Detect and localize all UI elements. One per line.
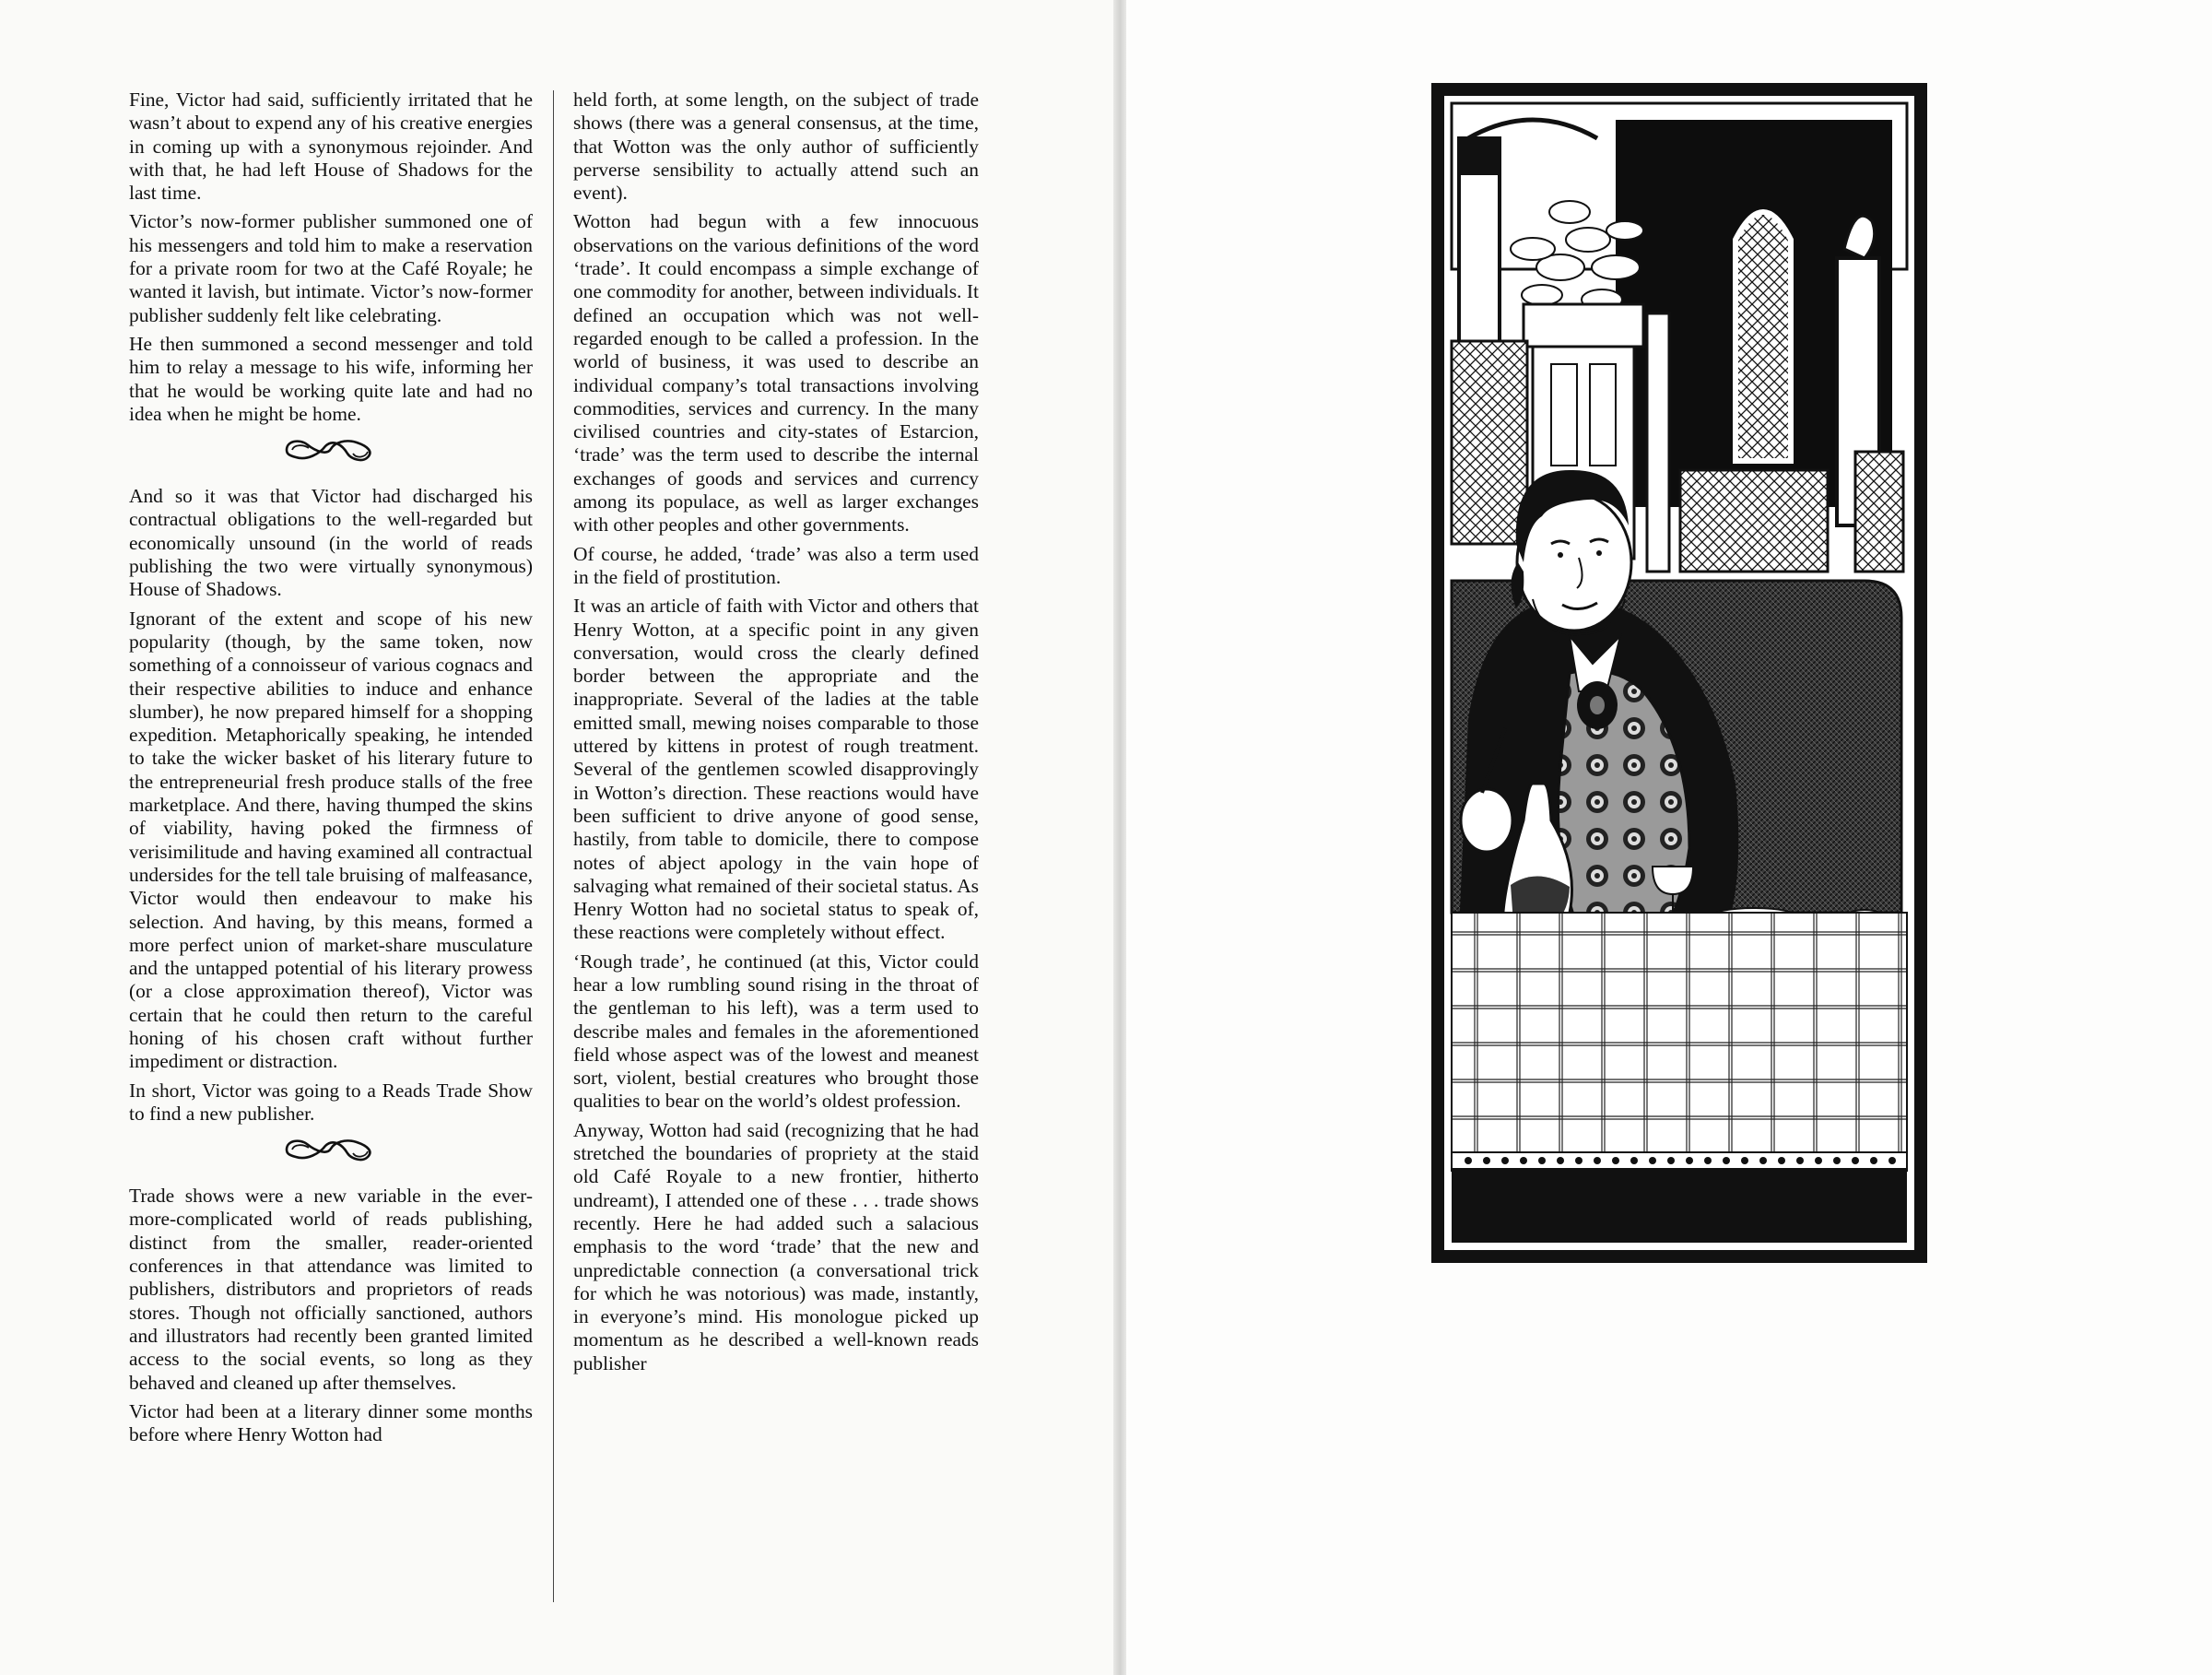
section-break-ornament-icon xyxy=(279,1131,382,1166)
paragraph: Ignorant of the extent and scope of his new popularity (though, by the same token, now something of a connoisseur of various cognacs and their respective abilities to induce and enhance slumber), he now prepared himself for a shopping expedition. Metaphorically speaking, he intended to take the wicker basket of his literary future to the entrepreneurial fresh produce stalls of the free marketplace. And there, having thumped the skins of viability, having poked the firmness of verisimilitude and having examined all contractual undersides for the tell tale bruising of malfeasance, Victor would then endeavour to make his selection. And having, by this means, formed a more perfect union of market-share musculature and the untapped potential of his literary prowess (or a close approximation thereof), Victor was certain that he could then return to the careful honing of his chosen craft without further impediment or distraction. xyxy=(129,607,533,1073)
paragraph: Wotton had begun with a few innocuous observations on the various definitions of the word ‘trade’. It could encompass a simple exchange of one commodity for another, between individuals. It defined an occupation which was not well-regarded enough to be called a profession. In the world of business, it was used to describe an individual company’s total transactions involving commodities, services and currency. In the many civilised countries and city-states of Estarcion, ‘trade’ was the term used to describe the internal exchanges of goods and services and currency among its populace, as well as larger exchanges with other peoples and other governments. xyxy=(573,210,979,537)
paragraph: ‘Rough trade’, he continued (at this, Victor could hear a low rumbling sound rising in the throat of the gentleman to his left), was a term used to describe males and females in the aforementioned field whose aspect was of the lowest and meanest sort, violent, bestial creatures who brought those qualities to bear on the world’s oldest profession. xyxy=(573,950,979,1113)
paragraph: held forth, at some length, on the subject of trade shows (there was a general consensus, at the time, that Wotton was the only author of sufficiently perverse sensibility to actually attend such an event). xyxy=(573,88,979,205)
paragraph: Fine, Victor had said, sufficiently irritated that he wasn’t about to expend any of his creative energies in coming up with a synonymous rejoinder. And with that, he had left House of Shadows for the last time. xyxy=(129,88,533,205)
paragraph: And so it was that Victor had discharged his contractual obligations to the well-regarded but economically unsound (in the world of reads publishing the two were virtually synonymous) House of Shadows. xyxy=(129,485,533,601)
paragraph: Of course, he added, ‘trade’ was also a term used in the field of prostitution. xyxy=(573,542,979,588)
paragraph: In short, Victor was going to a Reads Trade Show to find a new publisher. xyxy=(129,1079,533,1125)
portly-gentleman-at-cafe-table-illustration xyxy=(1431,83,1927,1263)
paragraph: Victor had been at a literary dinner some months before where Henry Wotton had xyxy=(129,1399,533,1446)
paragraph: Victor’s now-former publisher summoned one of his messengers and told him to make a reservation for a private room for two at the Café Royale; he wanted it lavish, but intimate. Victor’s now-former publisher suddenly felt like celebrating. xyxy=(129,210,533,326)
paragraph: He then summoned a second messenger and told him to relay a message to his wife, informing her that he would be working quite late and had no idea when he might be home. xyxy=(129,332,533,425)
text-column-left xyxy=(129,88,533,1452)
paragraph: Anyway, Wotton had said (recognizing that he had stretched the boundaries of propriety at the staid old Café Royale to a new frontier, hitherto undreamt), I attended one of these . . . trade shows recently. Here he had added such a salacious emphasis to the word ‘trade’ that the new and unpredictable connection (a conversational trick for which he was notorious) was made, instantly, in everyone’s mind. His monologue picked up momentum as he described a well-known reads publisher xyxy=(573,1118,979,1374)
column-divider xyxy=(553,90,554,1602)
section-break-ornament-icon xyxy=(279,431,382,466)
text-column-right xyxy=(573,88,979,1381)
paragraph: It was an article of faith with Victor and others that Henry Wotton, at a specific point in any given conversation, would cross the clearly defined border between the appropriate and the inappropriate. Several of the ladies at the table emitted small, mewing noises comparable to those uttered by kittens in protest of rough treatment. Several of the gentlemen scowled disapprovingly in Wotton’s direction. These reactions would have been sufficient to drive anyone of good sense, hastily, from table to domicile, there to compose notes of abject apology in the vain hope of salvaging what remained of their societal status. As Henry Wotton had no societal status to speak of, these reactions were completely without effect. xyxy=(573,595,979,944)
paragraph: Trade shows were a new variable in the ever-more-complicated world of reads publishing, distinct from the smaller, reader-oriented conferences in that attendance was limited to publishers, distributors and proprietors of reads stores. Though not officially sanctioned, authors and illustrators had recently been granted limited access to the social events, so long as they behaved and cleaned up after themselves. xyxy=(129,1185,533,1394)
